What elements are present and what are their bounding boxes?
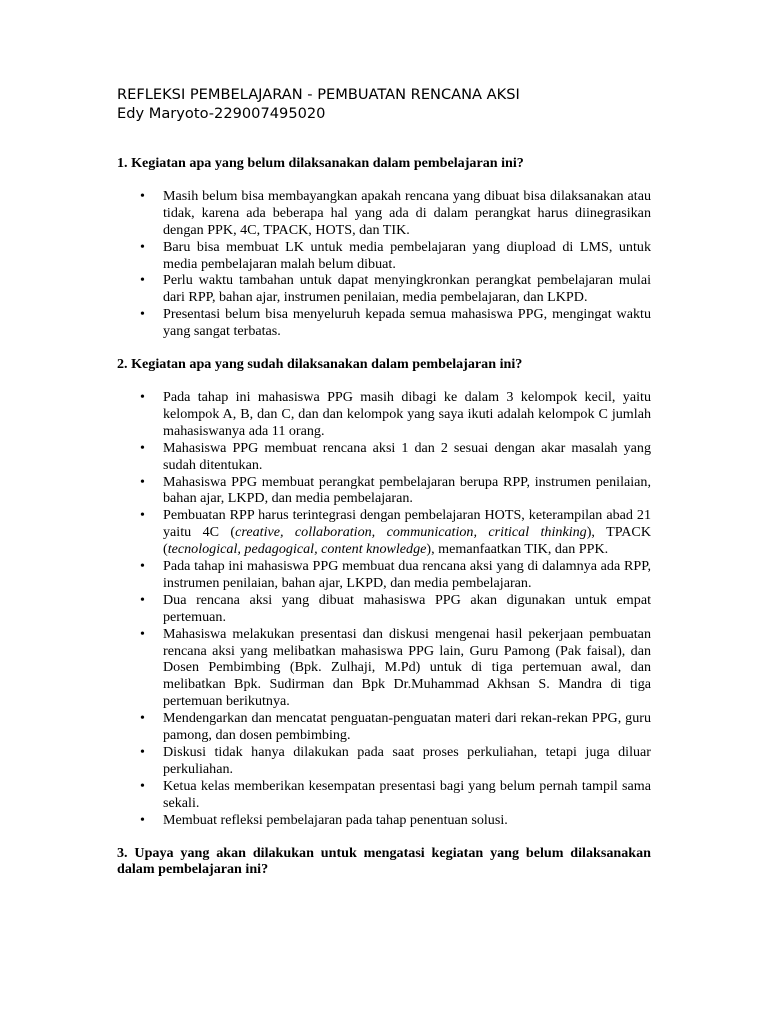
list-item <box>117 626 651 711</box>
list-item <box>117 306 651 340</box>
list-item-text: Baru bisa membuat LK untuk media pembelajaran yang diupload di LMS, untuk media pembelajaran malah belum dibuat. <box>163 238 651 272</box>
list-item-text: Mahasiswa PPG membuat perangkat pembelajaran berupa RPP, instrumen penilaian, bahan ajar, LKPD, dan media pembelajaran. <box>163 473 651 507</box>
bullet-icon: • <box>140 507 145 524</box>
list-item <box>117 440 651 474</box>
text-run: Pembuatan RPP harus terintegrasi dengan pembelajaran HOTS, keterampilan abad 21 yaitu 4C ( <box>163 507 651 541</box>
list-item-text: Mendengarkan dan mencatat penguatan-penguatan materi dari rekan-rekan PPG, guru pamong, dan dosen pembimbing. <box>163 710 651 744</box>
list-item-text: Dua rencana aksi yang dibuat mahasiswa PPG akan digunakan untuk empat pertemuan. <box>163 591 651 625</box>
list-item <box>117 744 651 778</box>
list-item-text: Presentasi belum bisa menyeluruh kepada semua mahasiswa PPG, mengingat waktu yang sangat terbatas. <box>163 306 651 340</box>
list-item-text: Masih belum bisa membayangkan apakah rencana yang dibuat bisa dilaksanakan atau tidak, karena ada beberapa hal yang ada di dalam perangkat harus diinegrasikan dengan PPK, 4C, TPACK, HOTS, dan TIK. <box>163 187 651 238</box>
document-title: REFLEKSI PEMBELAJARAN - PEMBUATAN RENCANA AKSI <box>117 86 520 103</box>
list-item-text: Mahasiswa melakukan presentasi dan diskusi mengenai hasil pekerjaan pembuatan rencana aksi yang melibatkan mahasiswa PPG lain, Guru Pamong (Pak faisal), dan Dosen Pembimbing (Bpk. Zulhaji, M.Pd) untuk di tiga pertemuan awal, dan melibatkan Bpk. Sudirman dan Bpk Dr.Muhammad Akhsan S. Mandra di tiga pertemuan berikutnya. <box>163 625 651 710</box>
list-item-text: Pada tahap ini mahasiswa PPG membuat dua rencana aksi yang di dalamnya ada RPP, instrumen penilaian, bahan ajar, LKPD, dan media pembelajaran. <box>163 558 651 591</box>
list-item-text <box>163 507 651 557</box>
document-body <box>117 155 651 878</box>
text-run: ), TPACK ( <box>163 524 651 558</box>
list-item-text: Diskusi tidak hanya dilakukan pada saat proses perkuliahan, tetapi juga diluar perkuliahan. <box>163 744 651 777</box>
list-item-text: Mahasiswa PPG membuat rencana aksi 1 dan 2 sesuai dengan akar masalah yang sudah ditentukan. <box>163 439 651 473</box>
list-item <box>117 272 651 306</box>
bullet-icon: • <box>140 710 145 727</box>
list-item <box>117 710 651 744</box>
bullet-icon: • <box>140 187 145 204</box>
question-2: 2. Kegiatan apa yang sudah dilaksanakan dalam pembelajaran ini? <box>117 356 523 373</box>
bullet-icon: • <box>140 388 145 405</box>
list-item <box>117 778 651 812</box>
italic-terms-tpack: tecnological, pedagogical, content knowledge <box>167 541 427 558</box>
question-3: 3. Upaya yang akan dilakukan untuk mengatasi kegiatan yang belum dilaksanakan dalam pembelajaran ini? <box>117 844 651 878</box>
bullet-icon: • <box>140 439 145 456</box>
bullet-icon: • <box>140 473 145 490</box>
text-run: ), memanfaatkan TIK, dan PPK. <box>426 541 609 558</box>
list-item-text: Membuat refleksi pembelajaran pada tahap penentuan solusi. <box>163 811 508 828</box>
list-item <box>117 812 651 829</box>
list-item-text: Pada tahap ini mahasiswa PPG masih dibagi ke dalam 3 kelompok kecil, yaitu kelompok A, B, dan C, dan dan kelompok yang saya ikuti adalah kelompok C jumlah mahasiswanya ada 11 orang. <box>163 388 651 439</box>
answer-list-1 <box>117 188 651 340</box>
bullet-icon: • <box>140 591 145 608</box>
bullet-icon: • <box>140 272 145 289</box>
bullet-icon: • <box>140 625 145 642</box>
list-item <box>117 389 651 440</box>
list-item <box>117 188 651 239</box>
bullet-icon: • <box>140 238 145 255</box>
bullet-icon: • <box>140 811 145 828</box>
list-item <box>117 592 651 626</box>
italic-terms-4c: creative, collaboration, communication, critical thinking <box>235 524 587 541</box>
bullet-icon: • <box>140 306 145 323</box>
bullet-icon: • <box>140 558 145 575</box>
list-item <box>117 558 651 592</box>
list-item <box>117 507 651 558</box>
list-item-text: Ketua kelas memberikan kesempatan presentasi bagi yang belum pernah tampil sama sekali. <box>163 777 651 811</box>
document-header <box>117 85 657 123</box>
question-1: 1. Kegiatan apa yang belum dilaksanakan dalam pembelajaran ini? <box>117 155 524 171</box>
bullet-icon: • <box>140 744 145 760</box>
list-item <box>117 474 651 508</box>
bullet-icon: • <box>140 777 145 794</box>
answer-list-2 <box>117 389 651 829</box>
list-item-text: Perlu waktu tambahan untuk dapat menyingkronkan perangkat pembelajaran mulai dari RPP, bahan ajar, instrumen penilaian, media pembelajaran, dan LKPD. <box>163 272 651 306</box>
author-line: Edy Maryoto-229007495020 <box>117 105 326 122</box>
list-item <box>117 239 651 273</box>
